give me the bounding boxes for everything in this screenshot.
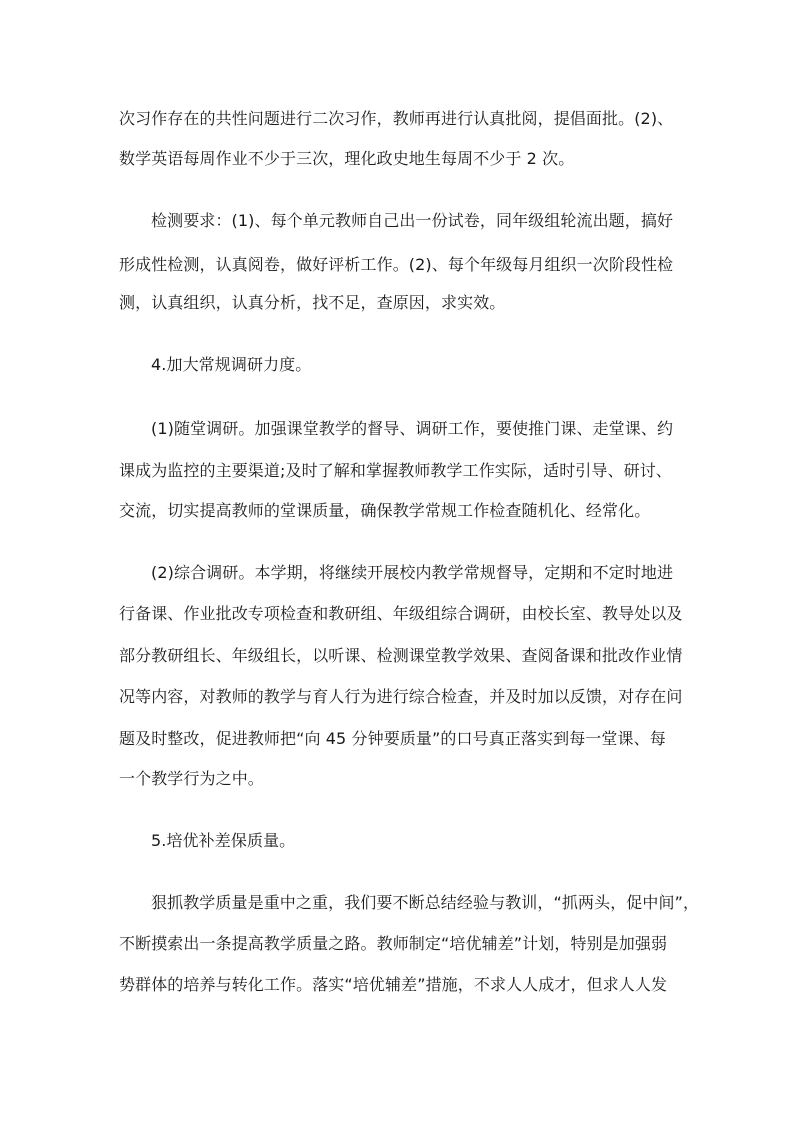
text-line: 次习作存在的共性问题进行二次习作，教师再进行认真批阅，提倡面批。(2)、 (119, 109, 674, 128)
text-line: 一个教学行为之中。 (119, 769, 264, 788)
text-line: 课成为监控的主要渠道;及时了解和掌握教师教学工作实际，适时引导、研讨、 (119, 461, 672, 480)
text-line: 形成性检测，认真阅卷，做好评析工作。(2)、每个年级每月组织一次阶段性检 (119, 255, 674, 274)
paragraph-first-line: (1)随堂调研。加强课堂教学的督导、调研工作，要使推门课、走堂课、约 (151, 419, 674, 438)
text-line: 交流，切实提高教师的堂课质量，确保教学常规工作检查随机化、经常化。 (119, 501, 651, 520)
text-line: 测，认真组织，认真分析，找不足，查原因，求实效。 (119, 293, 506, 312)
paragraph-first-line: 检测要求：(1)、每个单元教师自己出一份试卷，同年级组轮流出题，搞好 (151, 211, 674, 230)
text-line: 部分教研组长、年级组长，以听课、检测课堂教学效果、查阅备课和批改作业情 (119, 646, 683, 665)
text-line: 不断摸索出一条提高教学质量之路。教师制定“培优辅差”计划，特别是加强弱 (119, 934, 668, 953)
paragraph-first-line: (2)综合调研。本学期，将继续开展校内教学常规督导，定期和不定时地进 (151, 563, 674, 582)
paragraph-first-line: 狠抓教学质量是重中之重，我们要不断总结经验与教训，“抓两头，促中间”， (151, 893, 700, 912)
text-line: 势群体的培养与转化工作。落实“培优辅差”措施，不求人人成才，但求人人发 (119, 975, 668, 994)
text-line: 行备课、作业批改专项检查和教研组、年级组综合调研，由校长室、教导处以及 (119, 604, 683, 623)
text-line: 题及时整改，促进教师把“向 45 分钟要质量”的口号真正落实到每一堂课、每 (119, 729, 666, 748)
text-line: 况等内容，对教师的教学与育人行为进行综合检查，并及时加以反馈，对存在问 (119, 687, 683, 706)
section-heading: 4.加大常规调研力度。 (151, 355, 312, 374)
text-line: 数学英语每周作业不少于三次，理化政史地生每周不少于 2 次。 (119, 149, 575, 168)
section-heading: 5.培优补差保质量。 (151, 831, 296, 850)
